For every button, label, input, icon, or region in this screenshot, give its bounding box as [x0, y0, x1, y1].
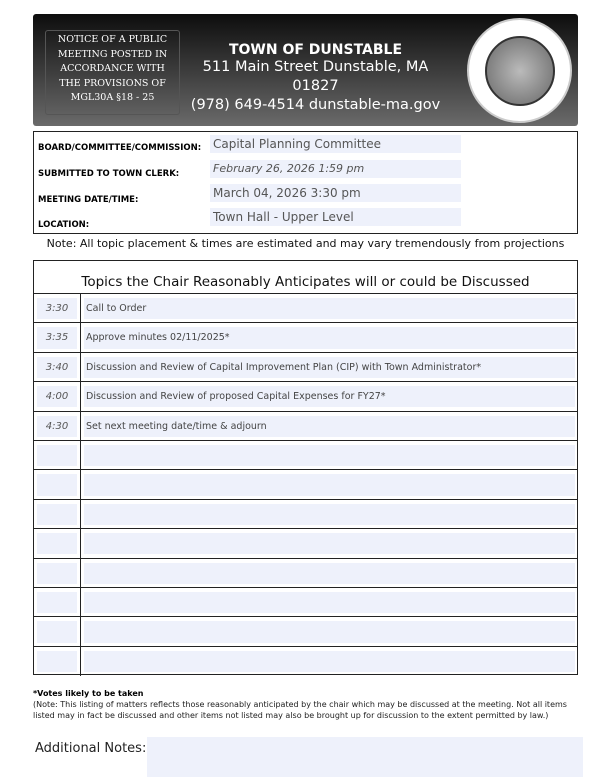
table-row: [34, 293, 577, 323]
table-row: [34, 352, 577, 382]
town-seal-icon: [467, 18, 572, 123]
time-field[interactable]: [34, 353, 81, 382]
notice-line: NOTICE OF A PUBLIC: [57, 34, 168, 45]
topic-field[interactable]: Discussion and Review of Capital Improvement Plan (CIP) with Town Administrator*: [84, 357, 575, 378]
time-value: 3:30: [45, 303, 69, 314]
time-field[interactable]: [34, 412, 81, 441]
time-value: 4:00: [45, 391, 69, 403]
topic-field[interactable]: [84, 474, 575, 495]
time-field[interactable]: [34, 441, 81, 470]
board-label: BOARD/COMMITTEE/COMMISSION:: [38, 143, 202, 153]
additional-notes-field[interactable]: [147, 737, 583, 777]
votes-note: *Votes likely to be taken: [33, 689, 144, 698]
table-row: [34, 558, 577, 588]
table-row: [34, 440, 577, 470]
time-field[interactable]: [34, 529, 81, 558]
town-name: TOWN OF DUNSTABLE: [228, 42, 403, 58]
time-field[interactable]: [34, 470, 81, 499]
notice-line: THE PROVISIONS OF: [59, 77, 166, 89]
topic-field[interactable]: Approve minutes 02/11/2025*: [84, 327, 575, 348]
estimate-note: Note: All topic placement & times are estimated and may vary tremendously from projections: [46, 237, 565, 250]
time-field[interactable]: [34, 588, 81, 617]
time-field[interactable]: [34, 294, 81, 323]
notice-line: MEETING POSTED IN: [57, 48, 168, 60]
table-row: [34, 469, 577, 499]
table-row: [34, 381, 577, 411]
time-field[interactable]: [34, 559, 81, 588]
table-row: [34, 499, 577, 529]
topic-field[interactable]: [84, 563, 575, 584]
meeting-info-box: [33, 131, 578, 234]
topic-field[interactable]: Discussion and Review of proposed Capital Expenses for FY27*: [84, 386, 575, 407]
town-address: 511 Main Street Dunstable, MA 01827: [202, 59, 429, 94]
time-field[interactable]: [34, 323, 81, 352]
town-info: [183, 42, 448, 115]
meeting-label: MEETING DATE/TIME:: [38, 195, 139, 205]
topic-field[interactable]: [84, 592, 575, 613]
table-row: [34, 646, 577, 676]
topic-field[interactable]: [84, 445, 575, 466]
time-field[interactable]: [34, 617, 81, 646]
notice-line: ACCORDANCE WITH: [60, 63, 165, 74]
topic-field[interactable]: [84, 504, 575, 525]
topics-title: Topics the Chair Reasonably Anticipates will or could be Discussed: [81, 274, 530, 290]
table-row: [34, 616, 577, 646]
time-field[interactable]: [34, 382, 81, 411]
time-field[interactable]: [34, 500, 81, 529]
time-value: 3:40: [45, 361, 69, 373]
time-value: 3:35: [45, 332, 69, 344]
additional-notes-label: Additional Notes:: [35, 741, 147, 756]
topic-field[interactable]: Set next meeting date/time & adjourn: [84, 416, 575, 437]
disclaimer: (Note: This listing of matters reflects those reasonably anticipated by the chair which may be discussed at the meeting. Not all items listed may in fact be discussed and other items not listed may also be brought up for discussion to the extent permitted by law.): [33, 700, 567, 720]
time-field[interactable]: [34, 647, 81, 676]
table-row: [34, 587, 577, 617]
table-row: [34, 528, 577, 558]
topic-field[interactable]: Call to Order: [84, 298, 575, 319]
time-value: 4:30: [45, 420, 69, 432]
board-field[interactable]: Capital Planning Committee: [210, 135, 461, 153]
submitted-label: SUBMITTED TO TOWN CLERK:: [38, 169, 180, 179]
table-row: [34, 411, 577, 441]
meeting-field[interactable]: March 04, 2026 3:30 pm: [210, 184, 461, 202]
notice-line: MGL30A §18 - 25: [70, 92, 155, 103]
topics-table: [33, 260, 578, 675]
header-banner: [33, 14, 578, 126]
location-field[interactable]: Town Hall - Upper Level: [210, 208, 461, 226]
table-row: [34, 322, 577, 352]
topic-field[interactable]: [84, 651, 575, 672]
topic-field[interactable]: [84, 621, 575, 642]
notice-box: [45, 30, 180, 115]
submitted-field[interactable]: February 26, 2026 1:59 pm: [210, 160, 461, 178]
town-contact: (978) 649-4514 dunstable-ma.gov: [190, 97, 441, 113]
location-label: LOCATION:: [38, 220, 90, 230]
topic-field[interactable]: [84, 533, 575, 554]
